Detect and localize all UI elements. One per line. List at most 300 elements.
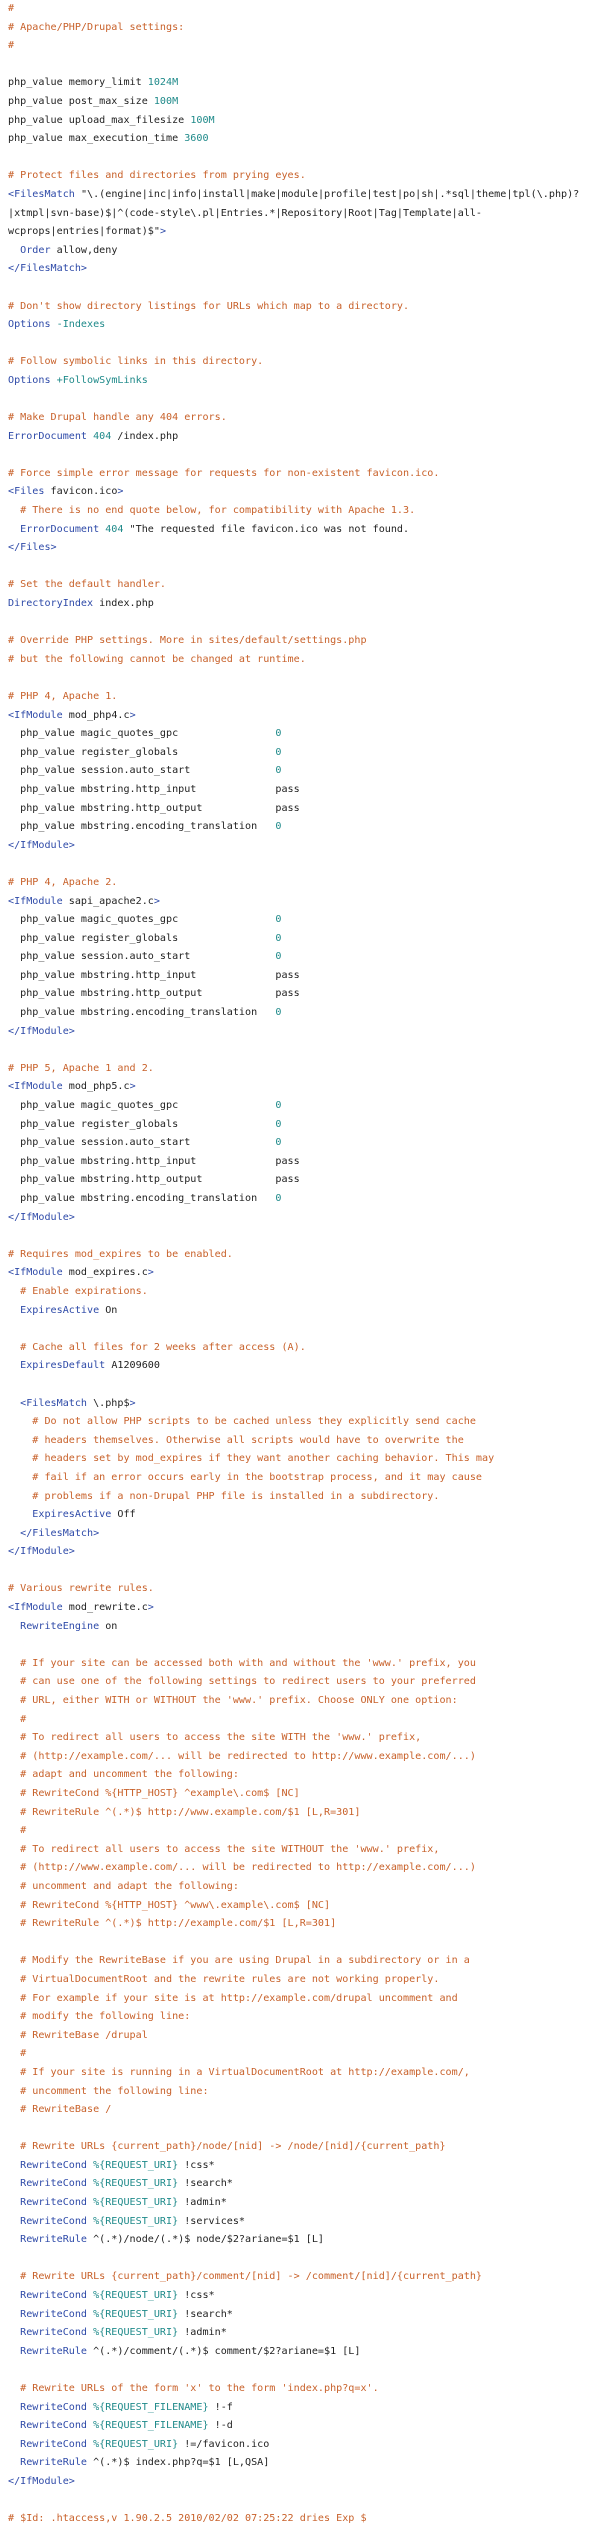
code-line bbox=[8, 762, 600, 781]
comment-token: # fail if an error occurs early in the bootstrap process, and it may cause bbox=[8, 1471, 483, 1483]
text-token: |xtmpl|svn-base)$|^(code-style\.pl|Entries.*|Repository|Root|Tag|Template|all- bbox=[8, 207, 483, 219]
code-line bbox=[8, 1190, 600, 1209]
text-token: index.php bbox=[99, 598, 154, 609]
directive-token: RewriteCond bbox=[8, 2420, 94, 2432]
text-token: php_value upload_max_filesize bbox=[8, 114, 191, 126]
code-line bbox=[8, 93, 600, 112]
code-line bbox=[8, 2175, 600, 2194]
code-line bbox=[8, 1357, 600, 1376]
text-token: On bbox=[105, 1304, 118, 1316]
code-line bbox=[8, 576, 600, 595]
text-token: /index.php bbox=[117, 430, 179, 442]
directive-token: > bbox=[147, 1267, 154, 1279]
text-token: php_value mbstring.http_input pass bbox=[8, 783, 300, 795]
comment-token: # modify the following line: bbox=[8, 2011, 191, 2023]
value-token: 404 bbox=[105, 523, 130, 535]
code-line bbox=[8, 19, 600, 38]
comment-token: # To redirect all users to access the site WITH the 'www.' prefix, bbox=[8, 1732, 422, 1744]
directive-token: ErrorDocument bbox=[8, 523, 106, 535]
code-line bbox=[8, 1934, 600, 1953]
code-line bbox=[8, 1302, 600, 1321]
comment-token: # RewriteBase / bbox=[8, 2104, 112, 2116]
code-line bbox=[8, 2101, 600, 2120]
code-line bbox=[8, 1004, 600, 1023]
comment-token: # bbox=[8, 40, 15, 52]
code-line bbox=[8, 2064, 600, 2083]
comment-token: # There is no end quote below, for compatibility with Apache 1.3. bbox=[8, 505, 416, 517]
code-line bbox=[8, 818, 600, 837]
directive-token: RewriteRule bbox=[8, 2345, 94, 2357]
text-token: mod_rewrite.c bbox=[68, 1602, 148, 1614]
code-line bbox=[8, 2417, 600, 2436]
directive-token: </FilesMatch> bbox=[8, 263, 88, 275]
code-line bbox=[8, 1822, 600, 1841]
text-token: A1209600 bbox=[111, 1360, 160, 1372]
code-line bbox=[8, 1339, 600, 1358]
code-line bbox=[8, 521, 600, 540]
directive-token: </IfModule> bbox=[8, 2475, 75, 2487]
code-line bbox=[8, 149, 600, 168]
code-line bbox=[8, 205, 600, 224]
directive-token: RewriteCond bbox=[8, 2438, 94, 2450]
code-line bbox=[8, 1506, 600, 1525]
directive-token: > bbox=[129, 1081, 136, 1093]
value-token: %{REQUEST_URI} bbox=[93, 2178, 179, 2190]
code-line bbox=[8, 651, 600, 670]
text-token: mod_php4.c bbox=[68, 709, 130, 721]
text-token: php_value max_execution_time bbox=[8, 133, 185, 145]
value-token: 0 bbox=[275, 1100, 282, 1112]
directive-token: <FilesMatch bbox=[8, 188, 81, 200]
text-token: php_value register_globals bbox=[8, 1118, 276, 1130]
comment-token: # Cache all files for 2 weeks after access (A). bbox=[8, 1341, 306, 1353]
value-token: 0 bbox=[275, 765, 282, 777]
text-token: !admin* bbox=[178, 2327, 227, 2339]
code-line bbox=[8, 2399, 600, 2418]
text-token: php_value mbstring.encoding_translation bbox=[8, 1193, 276, 1204]
comment-token: # can use one of the following settings to redirect users to your preferred bbox=[8, 1676, 476, 1688]
comment-token: # Requires mod_expires to be enabled. bbox=[8, 1248, 233, 1260]
value-token: %{REQUEST_URI} bbox=[93, 2290, 179, 2302]
code-line bbox=[8, 614, 600, 633]
code-line bbox=[8, 1580, 600, 1599]
text-token: php_value magic_quotes_gpc bbox=[8, 728, 276, 740]
text-token: mod_expires.c bbox=[68, 1267, 148, 1279]
comment-token: # For example if your site is at http://example.com/drupal uncomment and bbox=[8, 1992, 458, 2004]
code-line bbox=[8, 390, 600, 409]
text-token: allow,deny bbox=[56, 244, 118, 256]
comment-token: # RewriteBase /drupal bbox=[8, 2029, 148, 2041]
code-line bbox=[8, 1562, 600, 1581]
directive-token: <IfModule bbox=[8, 895, 69, 907]
directive-token: > bbox=[147, 1602, 154, 1614]
text-token: ^(.*)$ index.php?q=$1 [L,QSA] bbox=[93, 2457, 270, 2469]
code-line bbox=[8, 1897, 600, 1916]
directive-token: RewriteRule bbox=[8, 2457, 94, 2469]
code-line bbox=[8, 1227, 600, 1246]
code-line bbox=[8, 2380, 600, 2399]
value-token: %{REQUEST_FILENAME} bbox=[93, 2401, 209, 2413]
comment-token: # Various rewrite rules. bbox=[8, 1583, 154, 1595]
comment-token: # (http://www.example.com/... will be redirected to http://example.com/...) bbox=[8, 1862, 476, 1874]
value-token: 100M bbox=[190, 114, 215, 126]
code-line bbox=[8, 707, 600, 726]
code-line bbox=[8, 2250, 600, 2269]
text-token: php_value session.auto_start bbox=[8, 951, 276, 963]
code-line bbox=[8, 483, 600, 502]
directive-token: RewriteEngine bbox=[8, 1620, 106, 1632]
code-line bbox=[8, 781, 600, 800]
code-line bbox=[8, 744, 600, 763]
comment-token: # problems if a non-Drupal PHP file is installed in a subdirectory. bbox=[8, 1490, 440, 1502]
directive-token: > bbox=[117, 486, 124, 498]
value-token: 0 bbox=[275, 1193, 282, 1204]
text-token: php_value mbstring.encoding_translation bbox=[8, 1007, 276, 1019]
code-line bbox=[8, 632, 600, 651]
directive-token: </IfModule> bbox=[8, 1211, 75, 1223]
comment-token: # $Id: .htaccess,v 1.90.2.5 2010/02/02 07:25:22 dries Exp $ bbox=[8, 2513, 367, 2525]
text-token: !admin* bbox=[178, 2197, 227, 2209]
text-token: "\.(engine|inc|info|install|make|module|profile|test|po|sh|.*sql|theme|tpl(\.php)? bbox=[80, 188, 580, 200]
code-line bbox=[8, 2436, 600, 2455]
text-token: Off bbox=[117, 1509, 136, 1521]
text-token: php_value memory_limit bbox=[8, 77, 148, 89]
code-line bbox=[8, 298, 600, 317]
code-line bbox=[8, 1097, 600, 1116]
code-line bbox=[8, 1376, 600, 1395]
text-token: !services* bbox=[178, 2215, 246, 2227]
directive-token: ErrorDocument bbox=[8, 430, 94, 442]
directive-token: RewriteCond bbox=[8, 2197, 94, 2209]
value-token: 0 bbox=[275, 932, 282, 944]
code-line bbox=[8, 539, 600, 558]
text-token: php_value mbstring.http_input pass bbox=[8, 969, 300, 981]
code-line bbox=[8, 669, 600, 688]
text-token: php_value magic_quotes_gpc bbox=[8, 914, 276, 926]
text-token: php_value mbstring.http_output pass bbox=[8, 1174, 300, 1186]
code-line bbox=[8, 1023, 600, 1042]
code-line bbox=[8, 112, 600, 131]
comment-token: # bbox=[8, 3, 15, 14]
code-line bbox=[8, 1599, 600, 1618]
code-line bbox=[8, 2027, 600, 2046]
comment-token: # bbox=[8, 1713, 27, 1725]
value-token: 0 bbox=[275, 1137, 282, 1149]
directive-token: <IfModule bbox=[8, 1267, 69, 1279]
value-token: 0 bbox=[275, 951, 282, 963]
value-token: %{REQUEST_URI} bbox=[93, 2308, 179, 2320]
directive-token: <IfModule bbox=[8, 1602, 69, 1614]
code-line bbox=[8, 1673, 600, 1692]
directive-token: Order bbox=[20, 244, 57, 256]
directive-token: ExpiresActive bbox=[8, 1509, 118, 1521]
directive-token: RewriteCond bbox=[8, 2401, 94, 2413]
code-line bbox=[8, 1859, 600, 1878]
comment-token: # uncomment and adapt the following: bbox=[8, 1880, 239, 1892]
code-line bbox=[8, 2473, 600, 2492]
value-token: 3600 bbox=[184, 133, 209, 145]
code-line bbox=[8, 465, 600, 484]
directive-token: DirectoryIndex bbox=[8, 598, 100, 609]
text-token: sapi_apache2.c bbox=[68, 895, 154, 907]
code-line bbox=[8, 2324, 600, 2343]
code-line bbox=[8, 930, 600, 949]
code-line bbox=[8, 2492, 600, 2511]
directive-token: <IfModule bbox=[8, 1081, 69, 1093]
code-line bbox=[8, 1246, 600, 1265]
text-token: !search* bbox=[178, 2178, 233, 2190]
value-token: +FollowSymLinks bbox=[56, 374, 148, 386]
directive-token: <Files bbox=[8, 486, 51, 498]
comment-token: # RewriteCond %{HTTP_HOST} ^example\.com$ [NC] bbox=[8, 1788, 300, 1799]
value-token: %{REQUEST_URI} bbox=[93, 2438, 179, 2450]
value-token: %{REQUEST_URI} bbox=[93, 2197, 179, 2209]
text-token: php_value session.auto_start bbox=[8, 765, 276, 777]
directive-token: RewriteCond bbox=[8, 2308, 94, 2320]
text-token: "The requested file favicon.ico was not found. bbox=[129, 523, 410, 535]
comment-token: # RewriteRule ^(.*)$ http://www.example.com/$1 [L,R=301] bbox=[8, 1806, 361, 1818]
text-token: !-f bbox=[208, 2401, 233, 2413]
code-line bbox=[8, 428, 600, 447]
directive-token: Options bbox=[8, 319, 57, 331]
code-line bbox=[8, 2287, 600, 2306]
comment-token: # but the following cannot be changed at runtime. bbox=[8, 653, 306, 665]
code-line bbox=[8, 1804, 600, 1823]
comment-token: # Set the default handler. bbox=[8, 579, 167, 591]
directive-token: </IfModule> bbox=[8, 1025, 75, 1037]
comment-token: # headers themselves. Otherwise all scripts would have to overwrite the bbox=[8, 1434, 464, 1446]
code-line bbox=[8, 1395, 600, 1414]
code-line bbox=[8, 800, 600, 819]
code-line bbox=[8, 1748, 600, 1767]
text-token: php_value mbstring.encoding_translation bbox=[8, 821, 276, 833]
code-line bbox=[8, 1078, 600, 1097]
text-token: !=/favicon.ico bbox=[178, 2438, 270, 2450]
code-line bbox=[8, 1655, 600, 1674]
text-token: php_value post_max_size bbox=[8, 95, 154, 107]
code-line bbox=[8, 2194, 600, 2213]
code-line bbox=[8, 0, 600, 19]
value-token: 0 bbox=[275, 914, 282, 926]
comment-token: # Apache/PHP/Drupal settings: bbox=[8, 21, 185, 33]
code-line bbox=[8, 2157, 600, 2176]
value-token: %{REQUEST_URI} bbox=[93, 2215, 179, 2227]
comment-token: # RewriteCond %{HTTP_HOST} ^www\.example\.com$ [NC] bbox=[8, 1899, 331, 1911]
code-line bbox=[8, 409, 600, 428]
comment-token: # If your site is running in a VirtualDocumentRoot at http://example.com/, bbox=[8, 2066, 470, 2078]
text-token: php_value mbstring.http_output pass bbox=[8, 802, 300, 814]
code-line bbox=[8, 2120, 600, 2139]
code-line bbox=[8, 2306, 600, 2325]
comment-token: # URL, either WITH or WITHOUT the 'www.' prefix. Choose ONLY one option: bbox=[8, 1695, 458, 1707]
directive-token: RewriteCond bbox=[8, 2327, 94, 2339]
comment-token: # To redirect all users to access the site WITHOUT the 'www.' prefix, bbox=[8, 1843, 440, 1855]
text-token: ^(.*)/comment/(.*)$ comment/$2?ariane=$1 [L] bbox=[93, 2345, 361, 2357]
comment-token: # PHP 4, Apache 1. bbox=[8, 690, 118, 702]
text-token: \.php$ bbox=[93, 1397, 130, 1409]
comment-token: # PHP 4, Apache 2. bbox=[8, 876, 118, 888]
code-line bbox=[8, 260, 600, 279]
text-token bbox=[8, 245, 20, 256]
code-line bbox=[8, 1618, 600, 1637]
value-token: -Indexes bbox=[56, 319, 106, 331]
comment-token: # Override PHP settings. More in sites/default/settings.php bbox=[8, 635, 367, 647]
code-line bbox=[8, 2231, 600, 2250]
comment-token: # PHP 5, Apache 1 and 2. bbox=[8, 1062, 154, 1074]
text-token: !css* bbox=[178, 2290, 215, 2302]
code-line bbox=[8, 1060, 600, 1079]
text-token: ^(.*)/node/(.*)$ node/$2?ariane=$1 [L] bbox=[93, 2234, 325, 2246]
comment-token: # Force simple error message for requests for non-existent favicon.ico. bbox=[8, 467, 440, 479]
value-token: 0 bbox=[275, 1118, 282, 1130]
code-line bbox=[8, 1171, 600, 1190]
code-line bbox=[8, 2213, 600, 2232]
code-line bbox=[8, 725, 600, 744]
code-line bbox=[8, 2008, 600, 2027]
code-line bbox=[8, 1264, 600, 1283]
code-line bbox=[8, 985, 600, 1004]
directive-token: RewriteRule bbox=[8, 2234, 94, 2246]
directive-token: > bbox=[153, 895, 160, 907]
code-line bbox=[8, 1153, 600, 1172]
code-line bbox=[8, 948, 600, 967]
code-line bbox=[8, 1134, 600, 1153]
code-line bbox=[8, 446, 600, 465]
value-token: 404 bbox=[93, 430, 118, 442]
code-line bbox=[8, 1543, 600, 1562]
code-line bbox=[8, 1971, 600, 1990]
value-token: 100M bbox=[153, 95, 179, 107]
code-line bbox=[8, 1692, 600, 1711]
comment-token: # Rewrite URLs {current_path}/node/[nid] -> /node/[nid]/{current_path} bbox=[8, 2141, 446, 2153]
code-line bbox=[8, 1450, 600, 1469]
code-line bbox=[8, 1488, 600, 1507]
code-line bbox=[8, 1041, 600, 1060]
code-line bbox=[8, 335, 600, 354]
comment-token: # Modify the RewriteBase if you are using Drupal in a subdirectory or in a bbox=[8, 1955, 470, 1967]
directive-token: </FilesMatch> bbox=[8, 1527, 100, 1539]
code-line bbox=[8, 1432, 600, 1451]
directive-token: > bbox=[159, 226, 167, 238]
code-line bbox=[8, 1469, 600, 1488]
text-token: on bbox=[105, 1620, 118, 1632]
directive-token: </IfModule> bbox=[8, 1546, 75, 1558]
text-token: favicon.ico bbox=[50, 486, 118, 498]
code-line bbox=[8, 1116, 600, 1135]
code-line bbox=[8, 874, 600, 893]
value-token: 0 bbox=[275, 746, 282, 758]
directive-token: > bbox=[129, 709, 136, 721]
code-line bbox=[8, 2268, 600, 2287]
comment-token: # Do not allow PHP scripts to be cached unless they explicitly send cache bbox=[8, 1416, 476, 1428]
code-line bbox=[8, 2138, 600, 2157]
directive-token: </IfModule> bbox=[8, 839, 75, 851]
code-line bbox=[8, 911, 600, 930]
directive-token: </Files> bbox=[8, 542, 57, 554]
code-line bbox=[8, 1413, 600, 1432]
code-line bbox=[8, 279, 600, 298]
value-token: 0 bbox=[275, 728, 282, 740]
code-line bbox=[8, 1711, 600, 1730]
comment-token: # adapt and uncomment the following: bbox=[8, 1769, 239, 1781]
comment-token: # (http://example.com/... will be redirected to http://www.example.com/...) bbox=[8, 1750, 476, 1762]
comment-token: # If your site can be accessed both with and without the 'www.' prefix, you bbox=[8, 1657, 476, 1669]
code-line bbox=[8, 1990, 600, 2009]
text-token: php_value register_globals bbox=[8, 932, 276, 944]
directive-token: > bbox=[129, 1397, 136, 1409]
comment-token: # RewriteRule ^(.*)$ http://example.com/$1 [L,R=301] bbox=[8, 1918, 337, 1930]
comment-token: # Enable expirations. bbox=[8, 1285, 148, 1297]
comment-token: # Make Drupal handle any 404 errors. bbox=[8, 412, 227, 424]
code-line bbox=[8, 855, 600, 874]
directive-token: <IfModule bbox=[8, 709, 69, 721]
text-token: php_value mbstring.http_input pass bbox=[8, 1155, 300, 1167]
code-line bbox=[8, 2083, 600, 2102]
code-line bbox=[8, 1525, 600, 1544]
value-token: 0 bbox=[275, 821, 282, 833]
code-line bbox=[8, 1283, 600, 1302]
text-token: php_value magic_quotes_gpc bbox=[8, 1100, 276, 1112]
code-line bbox=[8, 372, 600, 391]
directive-token: RewriteCond bbox=[8, 2290, 94, 2302]
value-token: %{REQUEST_URI} bbox=[93, 2327, 179, 2339]
code-line bbox=[8, 2361, 600, 2380]
code-line bbox=[8, 316, 600, 335]
code-line bbox=[8, 37, 600, 56]
directive-token: <FilesMatch bbox=[8, 1397, 94, 1409]
text-token: php_value session.auto_start bbox=[8, 1137, 276, 1149]
comment-token: # bbox=[8, 1825, 27, 1837]
code-line bbox=[8, 130, 600, 149]
text-token: php_value mbstring.http_output pass bbox=[8, 988, 300, 1000]
comment-token: # Protect files and directories from prying eyes. bbox=[8, 170, 306, 182]
code-line bbox=[8, 1320, 600, 1339]
code-line bbox=[8, 167, 600, 186]
comment-token: # Don't show directory listings for URLs which map to a directory. bbox=[8, 300, 410, 312]
code-line bbox=[8, 2045, 600, 2064]
comment-token: # Rewrite URLs {current_path}/comment/[nid] -> /comment/[nid]/{current_path} bbox=[8, 2271, 483, 2283]
text-token: wcprops|entries|format)$" bbox=[8, 226, 160, 238]
text-token: !search* bbox=[178, 2308, 233, 2320]
directive-token: ExpiresActive bbox=[8, 1304, 106, 1316]
text-token: !css* bbox=[178, 2159, 215, 2171]
code-line bbox=[8, 595, 600, 614]
code-line bbox=[8, 502, 600, 521]
code-line bbox=[8, 186, 600, 205]
code-line bbox=[8, 837, 600, 856]
comment-token: # Follow symbolic links in this directory. bbox=[8, 356, 264, 368]
code-line bbox=[8, 1952, 600, 1971]
directive-token: RewriteCond bbox=[8, 2215, 94, 2227]
code-line bbox=[8, 1766, 600, 1785]
comment-token: # Rewrite URLs of the form 'x' to the form 'index.php?q=x'. bbox=[8, 2383, 379, 2394]
text-token: !-d bbox=[208, 2420, 233, 2432]
code-line bbox=[8, 1878, 600, 1897]
code-line bbox=[8, 1209, 600, 1228]
code-line bbox=[8, 1841, 600, 1860]
code-line bbox=[8, 2510, 600, 2529]
code-line bbox=[8, 893, 600, 912]
text-token: php_value register_globals bbox=[8, 746, 276, 758]
code-line bbox=[8, 242, 600, 261]
value-token: %{REQUEST_FILENAME} bbox=[93, 2420, 209, 2432]
code-line bbox=[8, 558, 600, 577]
directive-token: RewriteCond bbox=[8, 2178, 94, 2190]
code-line bbox=[8, 223, 600, 242]
directive-token: RewriteCond bbox=[8, 2159, 94, 2171]
comment-token: # VirtualDocumentRoot and the rewrite rules are not working properly. bbox=[8, 1973, 440, 1985]
comment-token: # headers set by mod_expires if they want another caching behavior. This may bbox=[8, 1453, 495, 1465]
